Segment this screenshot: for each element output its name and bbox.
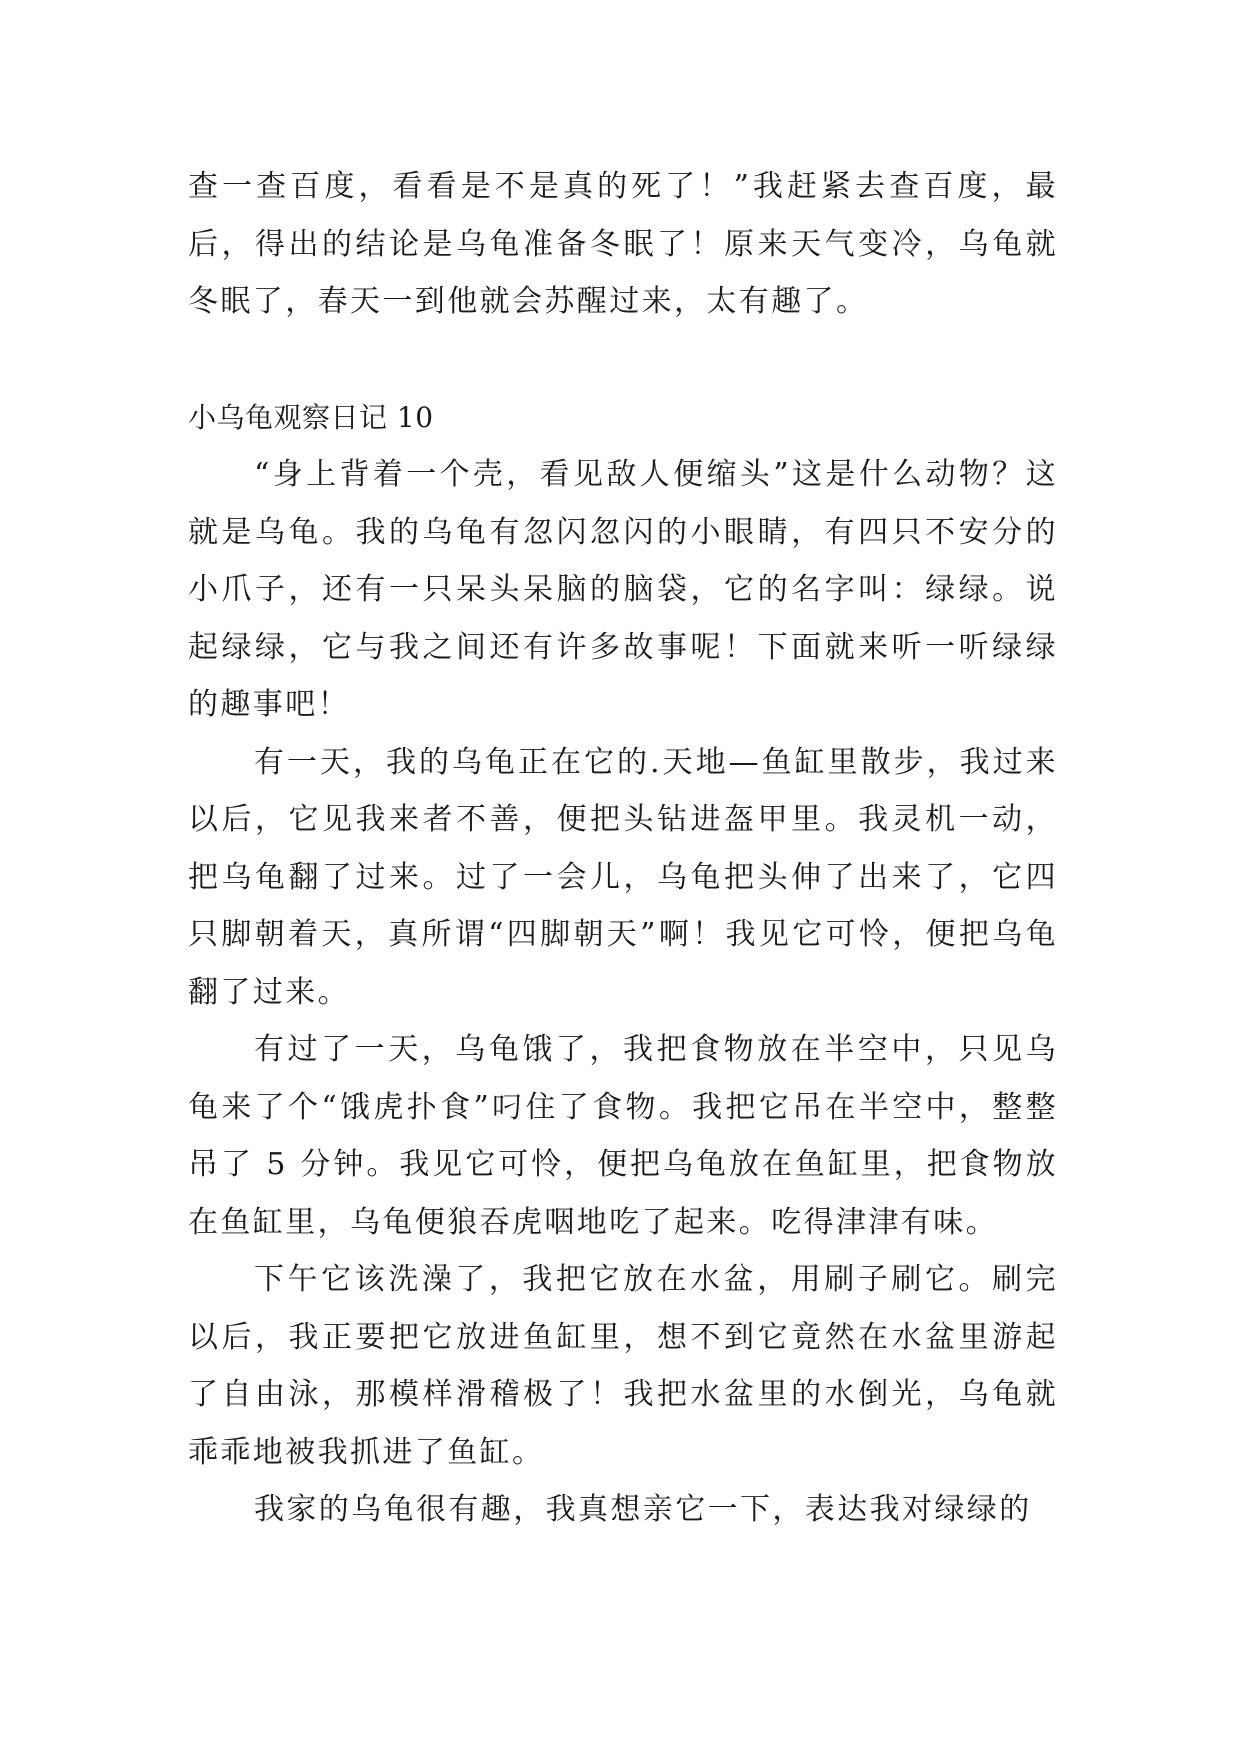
document-body xyxy=(188,158,1058,1539)
body-paragraph-3: 有过了一天，乌龟饿了，我把食物放在半空中，只见乌龟来了个“饿虎扑食”叼住了食物。我把它吊在半空中，整整吊了 5 分钟。我见它可怜，便把乌龟放在鱼缸里，把食物放在鱼缸里，乌龟便狼吞虎咽地吃了起来。吃得津津有味。 xyxy=(188,1032,1058,1240)
continuation-paragraph: 查一查百度，看看是不是真的死了！”我赶紧去查百度，最后，得出的结论是乌龟准备冬眠了！原来天气变冷，乌龟就冬眠了，春天一到他就会苏醒过来，太有趣了。 xyxy=(188,169,1058,319)
diary-heading: 小乌龟观察日记 10 xyxy=(188,400,434,434)
body-paragraph-2: 有一天，我的乌龟正在它的.天地—鱼缸里散步，我过来以后，它见我来者不善，便把头钻进盔甲里。我灵机一动，把乌龟翻了过来。过了一会儿，乌龟把头伸了出来了，它四只脚朝着天，真所谓“四脚朝天”啊！我见它可怜，便把乌龟翻了过来。 xyxy=(188,744,1058,1010)
body-paragraph-1: “身上背着一个壳，看见敌人便缩头”这是什么动物？这就是乌龟。我的乌龟有忽闪忽闪的小眼睛，有四只不安分的小爪子，还有一只呆头呆脑的脑袋，它的名字叫：绿绿。说起绿绿，它与我之间还有许多故事呢！下面就来听一听绿绿的趣事吧！ xyxy=(188,457,1058,722)
body-paragraph-5: 我家的乌龟很有趣，我真想亲它一下，表达我对绿绿的 xyxy=(254,1492,1032,1527)
section-gap xyxy=(188,331,1058,389)
body-paragraph-4: 下午它该洗澡了，我把它放在水盆，用刷子刷它。刷完以后，我正要把它放进鱼缸里，想不到它竟然在水盆里游起了自由泳，那模样滑稽极了！我把水盆里的水倒光，乌龟就乖乖地被我抓进了鱼缸。 xyxy=(188,1262,1058,1470)
